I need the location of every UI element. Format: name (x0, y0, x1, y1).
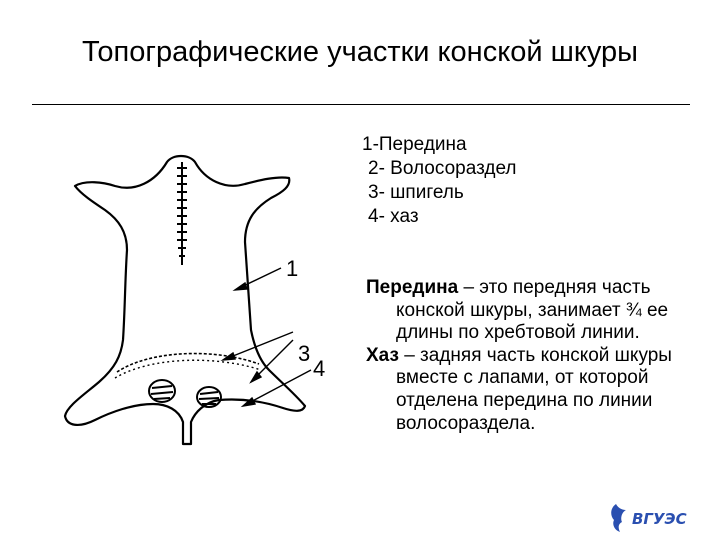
shpigel-patch-left (149, 380, 175, 402)
peredina-text: – это передняя часть конской шкуры, занимает ¾ ее длины по хребтовой линии. (396, 277, 669, 344)
hair-parting-line (117, 354, 259, 372)
legend-item: 3- шпигель (368, 182, 464, 203)
khaz-text: – задняя часть конской шкуры вместе с лапами, от которой отделена передина по линии волосораздела. (396, 344, 672, 434)
shpigel-patch-right (197, 387, 221, 407)
callout-label-4: 4 (313, 356, 326, 381)
spine-line (177, 162, 187, 265)
khaz-term: Хаз (366, 344, 399, 366)
description (366, 277, 706, 435)
callout-label-1: 1 (286, 256, 299, 281)
logo-text: ВГУЭС (632, 510, 687, 528)
peredina-definition (366, 277, 706, 345)
peredina-term: Передина (366, 277, 459, 298)
khaz-definition (366, 345, 706, 435)
logo-emblem-icon (611, 504, 626, 532)
legend-item: 2- Волосораздел (368, 158, 517, 179)
slide-title: Топографические участки конской шкуры (81, 36, 639, 68)
legend-item: 4- хаз (368, 206, 419, 227)
title-underline (32, 104, 690, 105)
callout-label-3: 3 (298, 341, 311, 366)
university-logo (608, 502, 698, 534)
legend-item: 1-Передина (362, 134, 467, 155)
horse-hide-diagram (55, 150, 345, 450)
legend (362, 133, 516, 229)
